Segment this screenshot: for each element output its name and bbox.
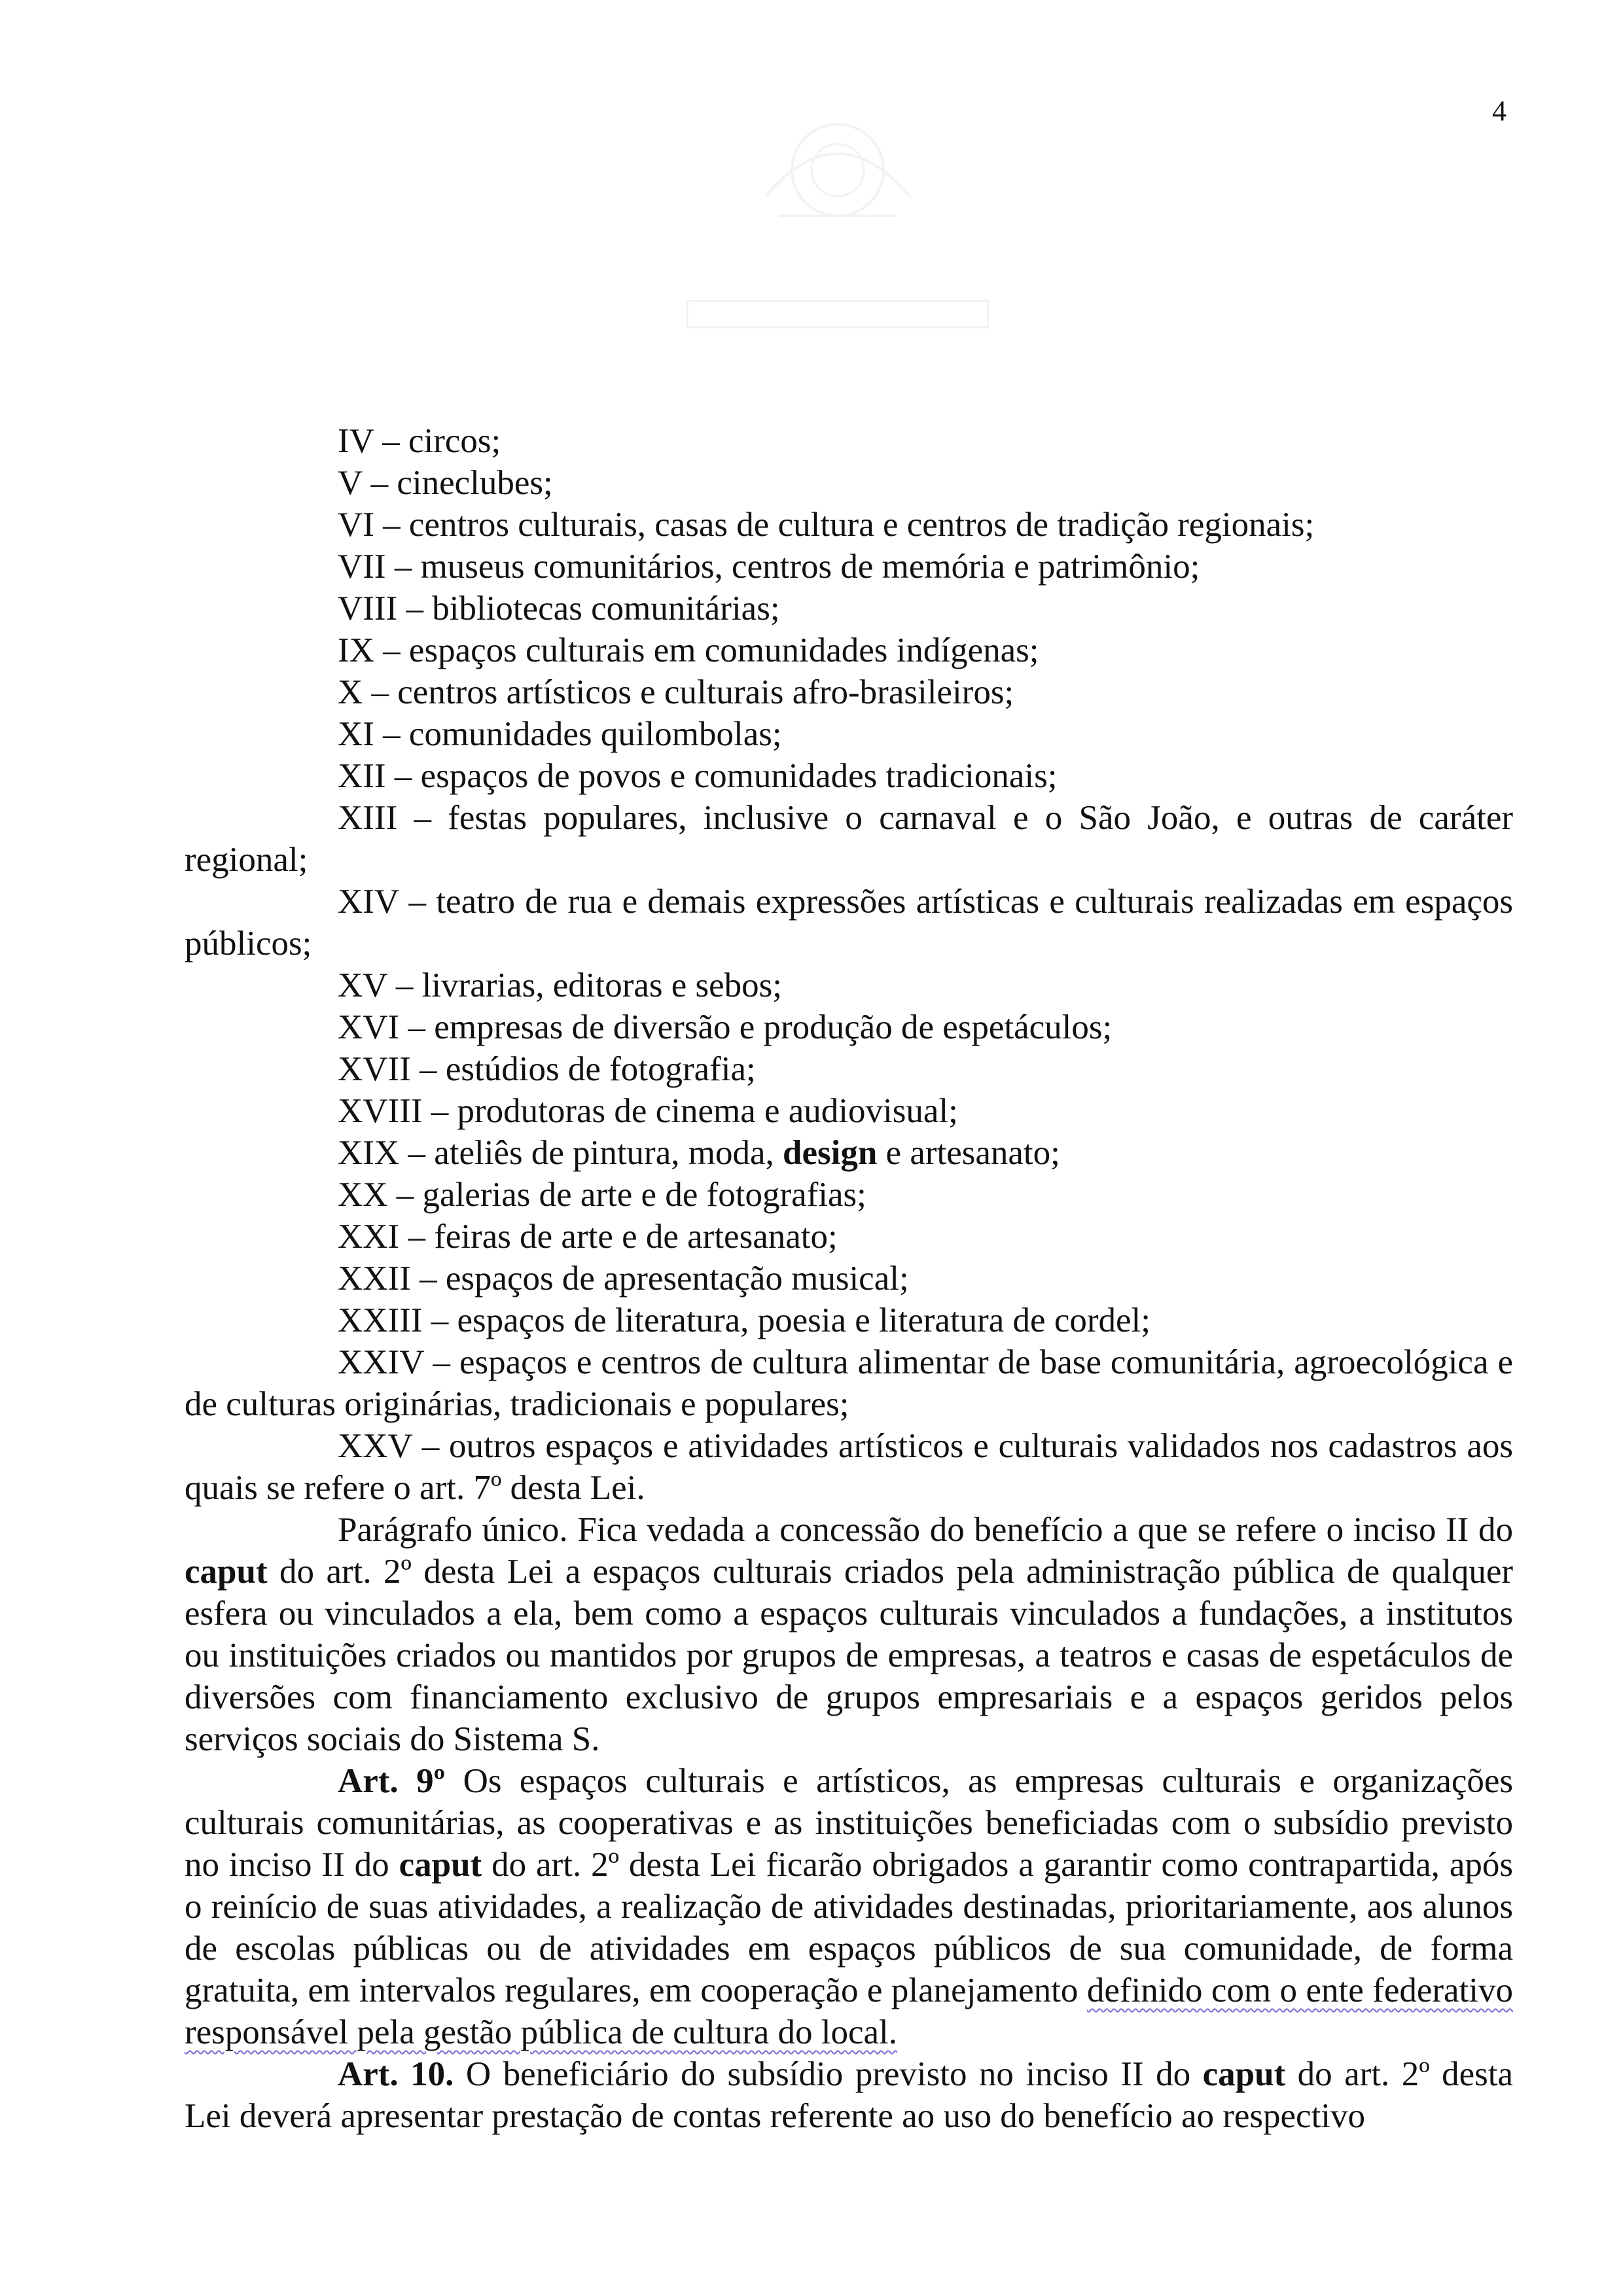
article-9-bold: caput (399, 1846, 482, 1884)
inciso-viii: VIII – bibliotecas comunitárias; (338, 590, 780, 627)
inciso-v: V – cineclubes; (338, 464, 553, 502)
article-10-text1: O beneficiário do subsídio previsto no inciso II do (454, 2055, 1203, 2093)
inciso-xviii: XVIII – produtoras de cinema e audiovisual; (338, 1092, 958, 1130)
inciso-xvi: XVI – empresas de diversão e produção de espetáculos; (338, 1008, 1113, 1046)
paragrafo-unico-bold: caput (185, 1553, 268, 1591)
paragrafo-unico-before: Parágrafo único. Fica vedada a concessão do benefício a que se refere o inciso II do (338, 1511, 1513, 1549)
article-9 (185, 1760, 1513, 2053)
inciso-xxii: XXII – espaços de apresentação musical; (338, 1260, 909, 1298)
inciso-xiv: XIV – teatro de rua e demais expressões artísticas e culturais realizadas em espaços públicos; (185, 883, 1513, 963)
inciso-xxiii: XXIII – espaços de literatura, poesia e literatura de cordel; (338, 1301, 1150, 1339)
article-10-label: Art. 10. (338, 2055, 454, 2093)
inciso-xi: XI – comunidades quilombolas; (338, 715, 782, 753)
inciso-xvii: XVII – estúdios de fotografia; (338, 1050, 756, 1088)
inciso-x: X – centros artísticos e culturais afro-brasileiros; (338, 673, 1014, 711)
inciso-ix: IX – espaços culturais em comunidades indígenas; (338, 631, 1039, 669)
document-body (185, 420, 1513, 2137)
inciso-xii: XII – espaços de povos e comunidades tradicionais; (338, 757, 1058, 795)
inciso-xix (185, 1132, 1513, 1174)
inciso-xxiv: XXIV – espaços e centros de cultura alimentar de base comunitária, agroecológica e de culturas originárias, tradicionais e populares; (185, 1343, 1513, 1423)
page-number: 4 (1492, 95, 1507, 127)
article-9-label: Art. 9º (338, 1762, 446, 1800)
inciso-vi: VI – centros culturais, casas de cultura e centros de tradição regionais; (338, 506, 1315, 544)
inciso-xxv: XXV – outros espaços e atividades artísticos e culturais validados nos cadastros aos quais se refere o art. 7º desta Lei. (185, 1427, 1513, 1507)
senate-crest-icon (668, 85, 1008, 360)
article-10-bold: caput (1202, 2055, 1286, 2093)
inciso-xiii: XIII – festas populares, inclusive o carnaval e o São João, e outras de caráter regional; (185, 799, 1513, 879)
article-10 (185, 2053, 1513, 2137)
inciso-xv: XV – livrarias, editoras e sebos; (338, 966, 783, 1004)
inciso-xx: XX – galerias de arte e de fotografias; (338, 1176, 866, 1214)
inciso-vii: VII – museus comunitários, centros de memória e patrimônio; (338, 548, 1200, 586)
paragrafo-unico-after: do art. 2º desta Lei a espaços culturais criados pela administração pública de qualquer esfera ou vinculados a ela, bem como a espaços culturais vinculados a fundações, a institutos ou instituições criados ou mantidos por grupos de empresas, a teatros e casas de espetáculos de diversões com financiamento exclusivo de grupos empresariais e a espaços geridos pelos serviços sociais do Sistema S. (185, 1553, 1513, 1758)
inciso-xix-after: e artesanato; (877, 1134, 1060, 1172)
inciso-xxi: XXI – feiras de arte e de artesanato; (338, 1218, 838, 1256)
inciso-xix-bold: design (782, 1134, 878, 1172)
inciso-iv: IV – circos; (338, 422, 501, 460)
article-9-text2: do art. 2º desta Lei ficarão obrigados a garantir como contrapartida, após o reinício de suas atividades, a realização de atividades destinadas, prioritariamente, aos alunos de escolas públicas ou de atividades em espaços públicos de sua comunidade, de forma gratuita, em intervalos regulares, em cooperação e planejamento (185, 1846, 1513, 2009)
article-10-text2: do art. 2º desta Lei deverá apresentar prestação de contas referente ao uso do benefício ao respectivo (185, 2055, 1514, 2135)
paragrafo-unico (185, 1509, 1513, 1760)
article-9-text1: Os espaços culturais e artísticos, as empresas culturais e organizações culturais comunitárias, as cooperativas e as instituições beneficiadas com o subsídio previsto no inciso II do (185, 1762, 1513, 1884)
inciso-xix-before: XIX – ateliês de pintura, moda, (338, 1134, 783, 1172)
article-9-underlined: definido com o ente federativo responsável pela gestão pública de cultura do local. (185, 1971, 1513, 2051)
